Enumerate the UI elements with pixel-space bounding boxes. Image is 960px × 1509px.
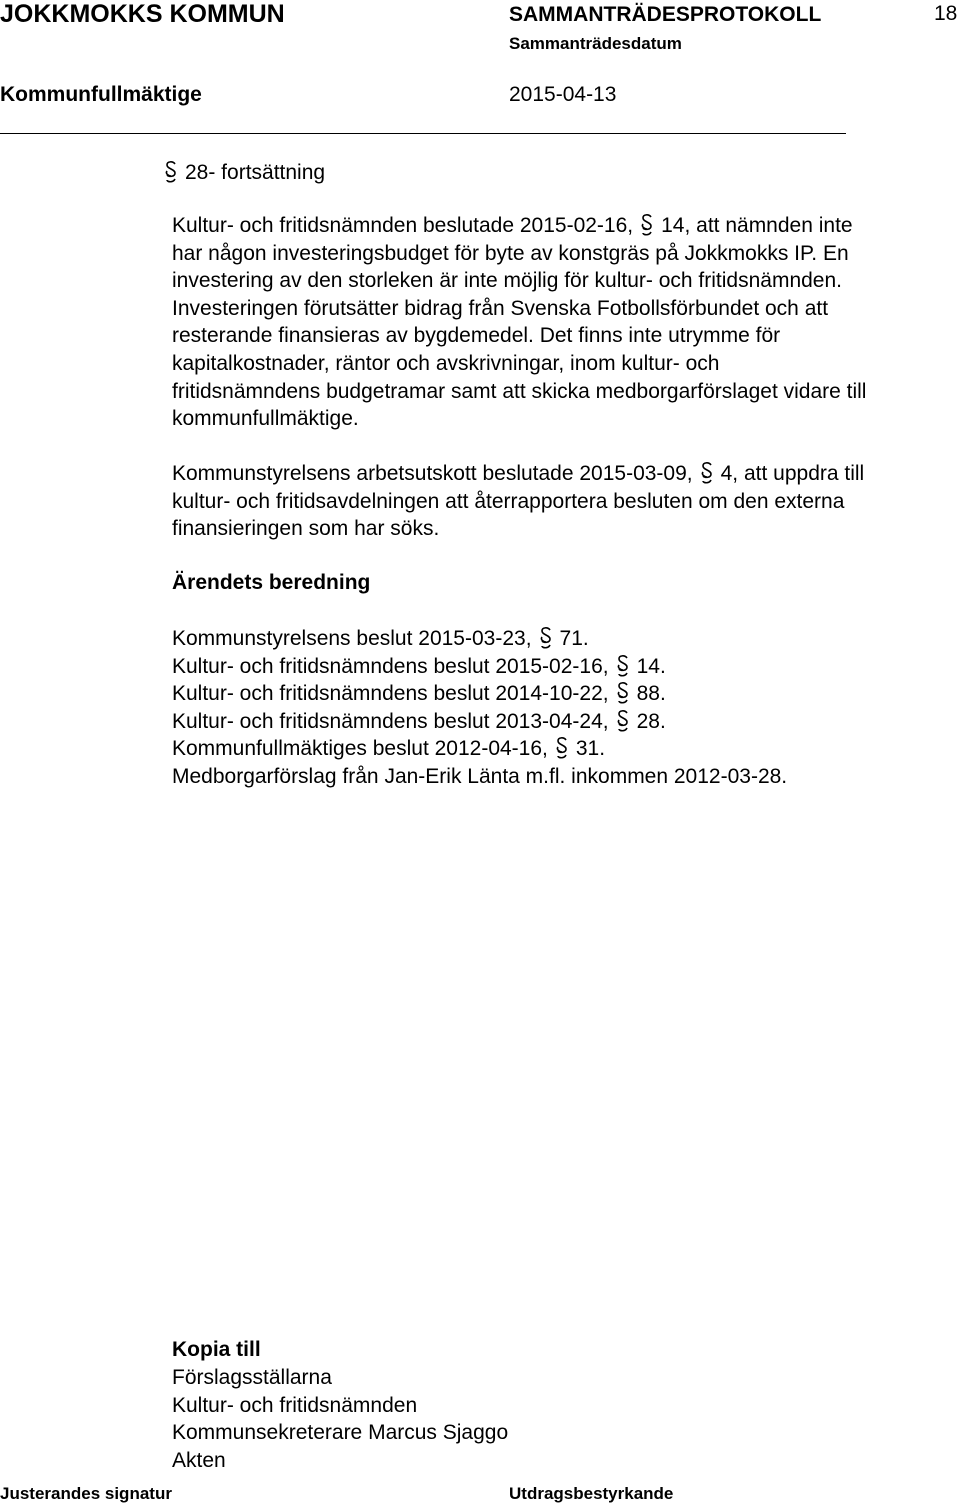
kopia-list bbox=[172, 1364, 960, 1474]
footer-signature-label: Justerandes signatur bbox=[0, 1484, 172, 1503]
header-rule bbox=[0, 133, 846, 134]
list-item: Kommunstyrelsens beslut 2015-03-23, 71. bbox=[172, 627, 589, 650]
beredning-list bbox=[172, 625, 960, 791]
meeting-date: 2015-04-13 bbox=[509, 83, 617, 106]
list-item: Akten bbox=[172, 1448, 226, 1472]
beredning-heading: Ärendets beredning bbox=[172, 571, 371, 594]
list-item: Kommunfullmäktiges beslut 2012-04-16, 31. bbox=[172, 737, 606, 761]
section-heading: 28- fortsättning bbox=[163, 159, 325, 187]
text-line: fritidsnämndens budgetramar samt att skicka medborgarförslaget vidare till bbox=[172, 379, 867, 403]
paragraph-2 bbox=[172, 460, 960, 543]
section-sign-icon bbox=[615, 681, 631, 705]
section-sign-icon bbox=[615, 709, 631, 733]
list-item: Kultur- och fritidsnämndens beslut 2014-10-22, 88. bbox=[172, 682, 666, 706]
text-line: kommunfullmäktige. bbox=[172, 407, 359, 431]
section-sign-icon bbox=[639, 213, 655, 237]
document-type: SAMMANTRÄDESPROTOKOLL bbox=[509, 3, 822, 26]
list-item: Kultur- och fritidsnämndens beslut 2013-04-24, 28. bbox=[172, 709, 666, 733]
section-sign-icon bbox=[163, 160, 179, 184]
text-line: resterande finansieras av bygdemedel. Det finns inte utrymme för bbox=[172, 324, 781, 348]
section-sign-icon bbox=[699, 461, 715, 485]
text-line: Kommunstyrelsens arbetsutskott beslutade 2015-03-09, 4, att uppdra till bbox=[172, 462, 865, 485]
text-line: investering av den storleken är inte möjlig för kultur- och fritidsnämnden. bbox=[172, 269, 842, 293]
list-item: Förslagsställarna bbox=[172, 1366, 332, 1389]
text-line: kapitalkostnader, räntor och avskrivningar, inom kultur- och bbox=[172, 351, 720, 375]
text-line: har någon investeringsbudget för byte av konstgräs på Jokkmokks IP. En bbox=[172, 241, 849, 265]
list-item: Kultur- och fritidsnämndens beslut 2015-02-16, 14. bbox=[172, 654, 666, 678]
footer-attestation-label: Utdragsbestyrkande bbox=[509, 1484, 674, 1503]
meeting-body: Kommunfullmäktige bbox=[0, 83, 202, 106]
section-sign-icon bbox=[538, 626, 554, 650]
text-line: kultur- och fritidsavdelningen att återrapportera besluten om den externa bbox=[172, 489, 845, 513]
text-line: Investeringen förutsätter bidrag från Svenska Fotbollsförbundet och att bbox=[172, 296, 829, 320]
paragraph-1 bbox=[172, 212, 960, 433]
section-sign-icon bbox=[554, 736, 570, 760]
org-name: JOKKMOKKS KOMMUN bbox=[0, 0, 285, 28]
text-line: Kultur- och fritidsnämnden beslutade 2015-02-16, 14, att nämnden inte bbox=[172, 214, 853, 237]
kopia-heading: Kopia till bbox=[172, 1338, 261, 1361]
date-label: Sammanträdesdatum bbox=[509, 34, 682, 53]
section-sign-icon bbox=[615, 654, 631, 678]
list-item: Kommunsekreterare Marcus Sjaggo bbox=[172, 1421, 509, 1445]
page-number: 18 bbox=[934, 2, 958, 25]
text-line: finansieringen som har söks. bbox=[172, 517, 440, 541]
list-item: Medborgarförslag från Jan-Erik Länta m.fl. inkommen 2012-03-28. bbox=[172, 764, 788, 788]
list-item: Kultur- och fritidsnämnden bbox=[172, 1393, 418, 1417]
